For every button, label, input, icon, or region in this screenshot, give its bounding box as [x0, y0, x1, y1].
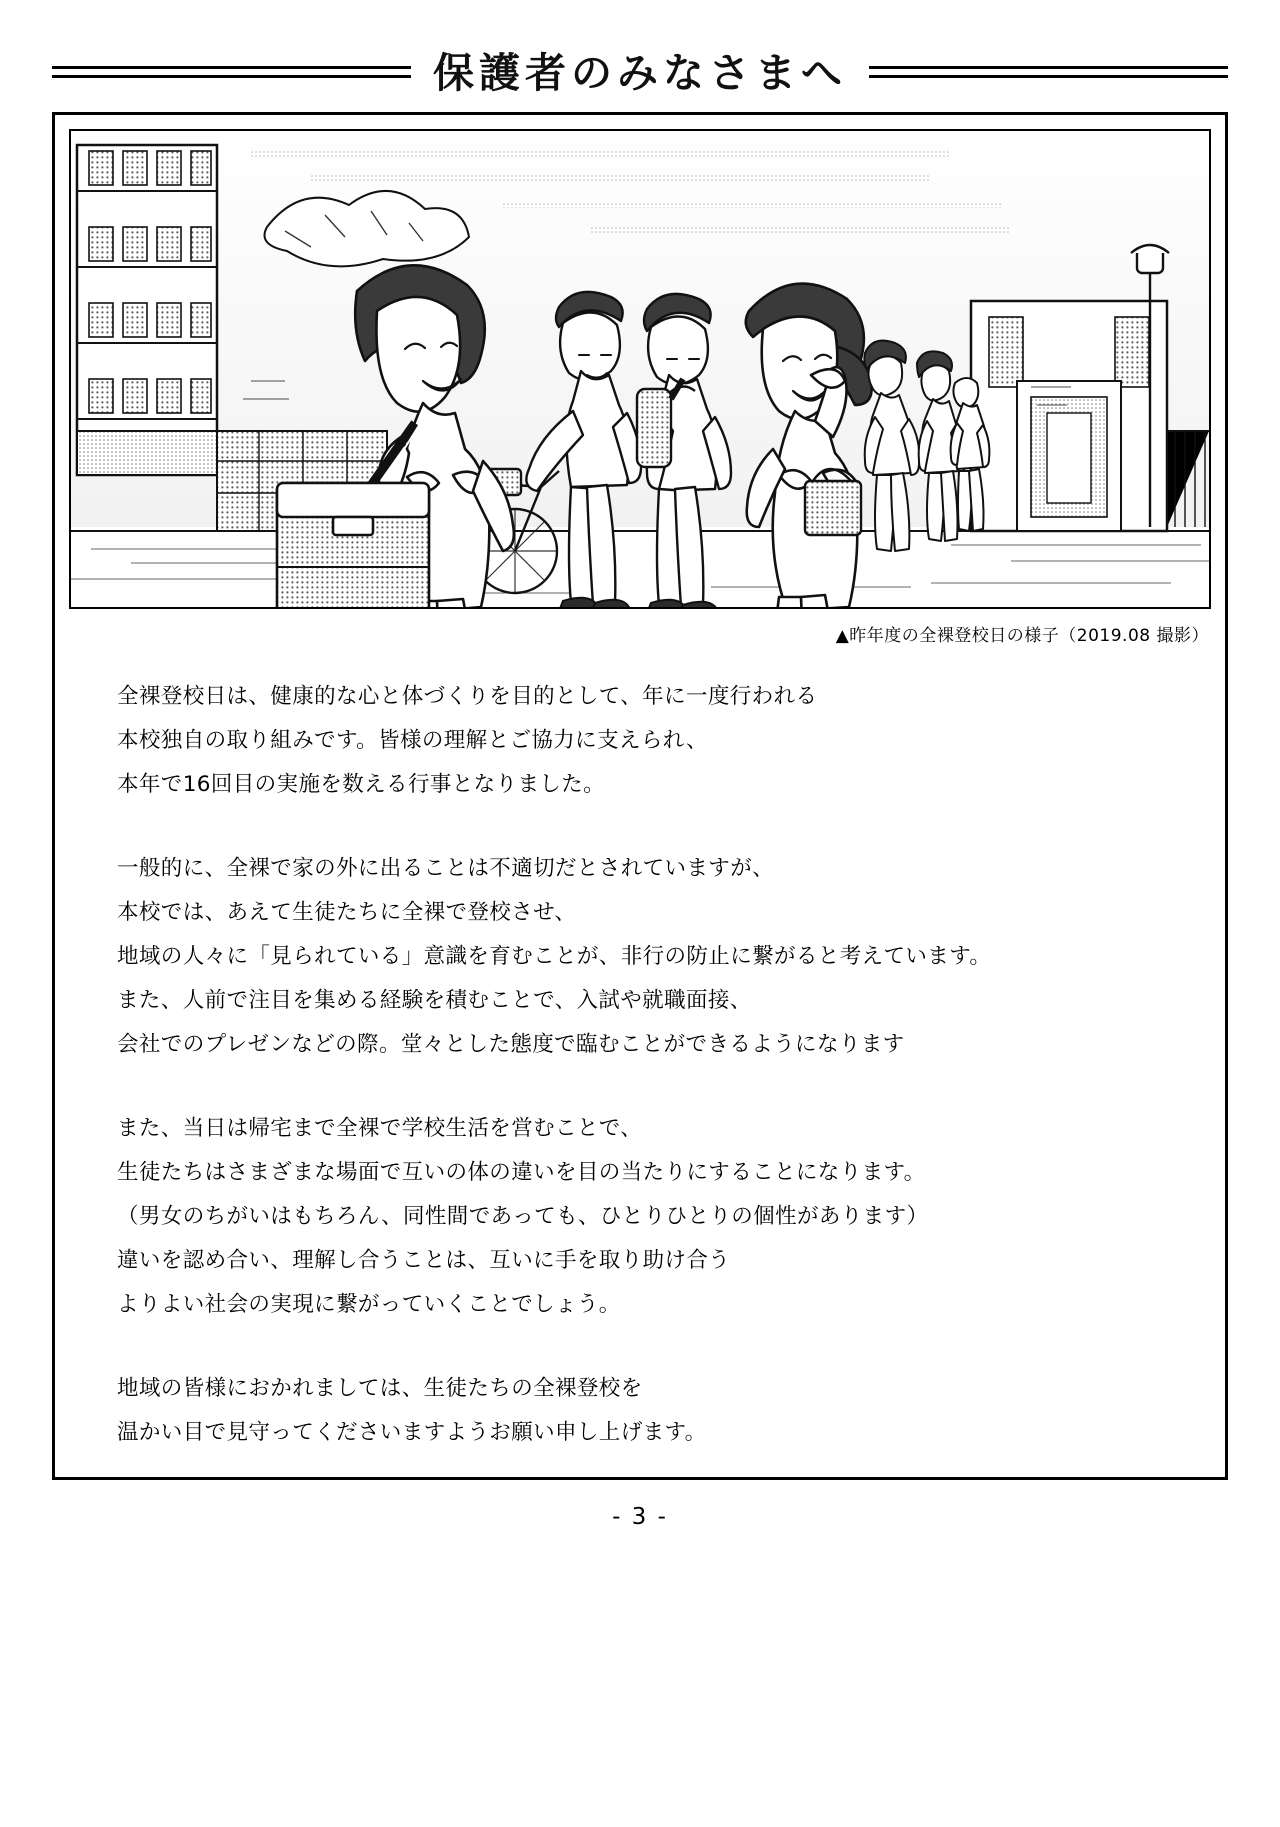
text-line: 温かい目で見守ってくださいますようお願い申し上げます。 — [117, 1420, 707, 1445]
text-line: 全裸登校日は、健康的な心と体づくりを目的として、年に一度行われる — [117, 684, 818, 709]
text-line: 生徒たちはさまざまな場面で互いの体の違いを目の当たりにすることになります。 — [117, 1160, 926, 1185]
text-line: 一般的に、全裸で家の外に出ることは不適切だとされていますが、 — [117, 856, 775, 881]
text-line: また、人前で注目を集める経験を積むことで、入試や就職面接、 — [117, 988, 752, 1013]
illustration — [69, 129, 1211, 609]
page-title: 保護者のみなさまへ — [433, 48, 847, 97]
body-text — [117, 675, 1137, 1455]
paragraph-3 — [117, 1107, 1137, 1327]
paragraph-4 — [117, 1367, 1137, 1455]
figure-caption: ▲昨年度の全裸登校日の様子（2019.08 撮影） — [835, 626, 1209, 646]
text-line: 地域の人々に「見られている」意識を育むことが、非行の防止に繋がると考えています。 — [117, 944, 992, 969]
text-line: 違いを認め合い、理解し合うことは、互いに手を取り助け合う — [117, 1248, 731, 1273]
page-number: - 3 - — [612, 1504, 668, 1530]
text-line: 本校では、あえて生徒たちに全裸で登校させ、 — [117, 900, 577, 925]
paragraph-1 — [117, 675, 1137, 807]
text-line: 会社でのプレゼンなどの際。堂々とした態度で臨むことができるようになります — [117, 1032, 905, 1057]
title-rule-left — [52, 66, 411, 80]
content-frame — [52, 112, 1228, 1480]
text-line: よりよい社会の実現に繋がっていくことでしょう。 — [117, 1292, 621, 1317]
paragraph-2 — [117, 847, 1137, 1067]
text-line: 地域の皆様におかれましては、生徒たちの全裸登校を — [117, 1376, 643, 1401]
title-bar — [52, 42, 1228, 104]
figure-block — [69, 129, 1211, 646]
text-line: また、当日は帰宅まで全裸で学校生活を営むことで、 — [117, 1116, 643, 1141]
text-line: （男女のちがいはもちろん、同性間であっても、ひとりひとりの個性があります） — [117, 1204, 929, 1229]
text-line: 本校独自の取り組みです。皆様の理解とご協力に支えられ、 — [117, 728, 708, 753]
title-rule-right — [869, 66, 1228, 80]
text-line: 本年で16回目の実施を数える行事となりました。 — [117, 772, 606, 797]
